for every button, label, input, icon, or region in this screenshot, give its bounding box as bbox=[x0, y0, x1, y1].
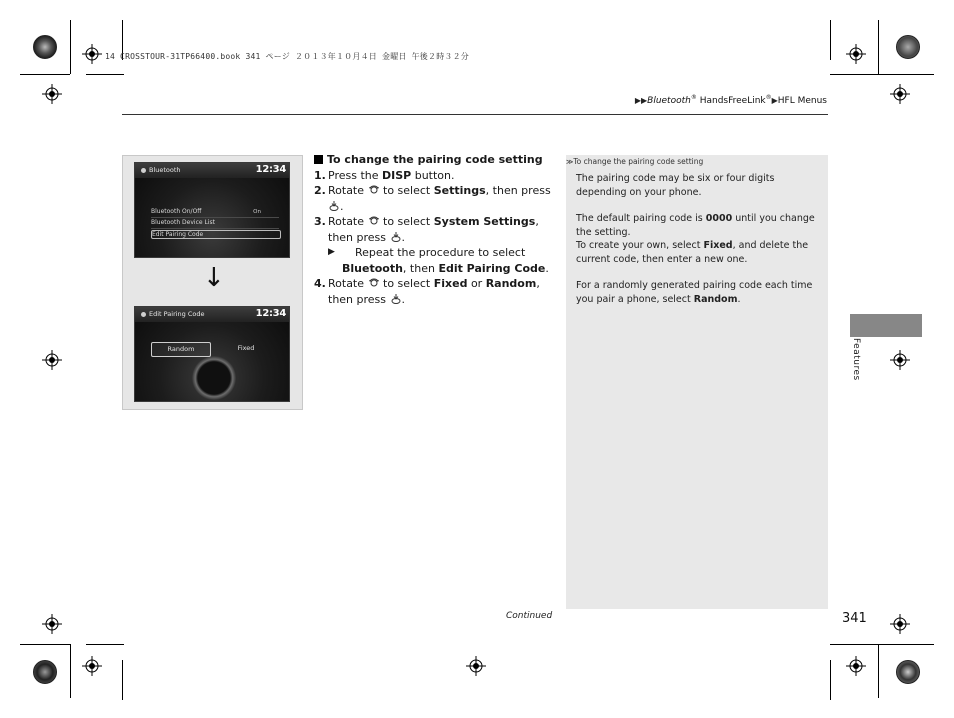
menu-divider bbox=[151, 217, 279, 218]
registration-mark-icon bbox=[42, 350, 62, 370]
step-text: to select bbox=[379, 184, 434, 197]
registration-mark-icon bbox=[82, 656, 102, 676]
note-marker-icon: ≫ bbox=[566, 158, 574, 166]
screen-body bbox=[135, 322, 289, 401]
registration-mark-icon bbox=[890, 614, 910, 634]
menu-item-label: Bluetooth Device List bbox=[151, 219, 215, 226]
registered-mark: ® bbox=[690, 94, 697, 101]
step-text: Rotate bbox=[328, 277, 368, 290]
steps-heading bbox=[314, 152, 554, 168]
pairing-code-screen bbox=[134, 306, 290, 402]
menu-item-device-list bbox=[151, 219, 279, 227]
step-text: Press the bbox=[328, 168, 382, 182]
step-1 bbox=[314, 168, 554, 184]
step-text: to select bbox=[379, 215, 434, 228]
step-text: . bbox=[545, 261, 549, 275]
rotate-knob-icon bbox=[368, 184, 380, 196]
breadcrumb-part1: Bluetooth bbox=[647, 96, 691, 106]
menu-divider bbox=[151, 228, 279, 229]
step-text: Repeat the procedure to select bbox=[355, 246, 526, 259]
press-knob-icon bbox=[390, 293, 402, 305]
step-number: 2. bbox=[314, 184, 326, 197]
screen-clock: 12:34 bbox=[255, 308, 286, 319]
step-3 bbox=[314, 214, 554, 276]
note-paragraph: The pairing code may be six or four digits depending on your phone. bbox=[576, 173, 775, 198]
step-emphasis: Random bbox=[485, 277, 537, 290]
side-note-heading-text: To change the pairing code setting bbox=[573, 157, 704, 166]
color-plate-icon bbox=[33, 660, 57, 684]
square-bullet-icon bbox=[314, 155, 323, 164]
note-text: The default pairing code is bbox=[576, 213, 706, 224]
note-emphasis: Random bbox=[693, 293, 738, 305]
note-text: . bbox=[737, 293, 741, 305]
step-emphasis: DISP bbox=[382, 168, 412, 182]
step-text: Rotate bbox=[328, 184, 368, 197]
side-note-heading bbox=[566, 157, 703, 166]
step-text: , bbox=[536, 277, 540, 290]
note-text: For a randomly generated pairing code each time you pair a phone, select bbox=[576, 280, 813, 305]
step-text: button. bbox=[411, 168, 455, 182]
step-text: . bbox=[340, 199, 344, 213]
menu-item-label: Edit Pairing Code bbox=[152, 231, 204, 238]
step-text: , then press bbox=[485, 184, 551, 197]
screen-title-bar bbox=[135, 307, 289, 322]
note-emphasis: 0000 bbox=[705, 213, 733, 224]
menu-item-label: Bluetooth On/Off bbox=[151, 208, 202, 215]
section-tab-text: Features bbox=[851, 338, 861, 381]
bluetooth-icon bbox=[141, 168, 146, 173]
breadcrumb-part3: HFL Menus bbox=[777, 96, 827, 106]
rotate-knob-icon bbox=[368, 277, 380, 289]
note-paragraph bbox=[576, 279, 822, 306]
note-emphasis: Fixed bbox=[703, 240, 733, 251]
header-rule bbox=[122, 114, 828, 115]
screen-clock: 12:34 bbox=[255, 164, 286, 175]
color-plate-icon bbox=[896, 660, 920, 684]
breadcrumb-part2: HandsFreeLink bbox=[696, 96, 766, 106]
menu-item-edit-pairing-code bbox=[151, 230, 281, 239]
screen-title: Edit Pairing Code bbox=[149, 310, 205, 318]
registration-mark-icon bbox=[42, 614, 62, 634]
step-emphasis: Edit Pairing Code bbox=[438, 261, 546, 275]
step-text: then press bbox=[328, 292, 390, 306]
press-knob-icon bbox=[390, 231, 402, 243]
step-text: . bbox=[401, 230, 406, 244]
press-knob-icon bbox=[328, 200, 340, 212]
step-number: 3. bbox=[314, 215, 326, 228]
page-number: 341 bbox=[842, 611, 867, 626]
registered-mark: ® bbox=[765, 94, 772, 101]
step-emphasis: Settings bbox=[433, 184, 486, 197]
bluetooth-screen bbox=[134, 162, 290, 258]
note-paragraph bbox=[576, 212, 822, 266]
continued-label: Continued bbox=[506, 611, 553, 621]
color-plate-icon bbox=[896, 35, 920, 59]
option-fixed: Fixed bbox=[237, 344, 255, 352]
breadcrumb-arrow-icon: ▶▶ bbox=[634, 96, 648, 105]
step-emphasis: System Settings bbox=[433, 215, 536, 228]
registration-mark-icon bbox=[846, 44, 866, 64]
registration-mark-icon bbox=[466, 656, 486, 676]
menu-item-value: On bbox=[253, 209, 261, 215]
step-emphasis: Bluetooth bbox=[342, 261, 403, 275]
step-emphasis: Fixed bbox=[433, 277, 468, 290]
file-header: 14 CROSSTOUR-31TP66400.book 341 ページ ２０１３年１０月４日 金曜日 午後２時３２分 bbox=[105, 52, 470, 61]
screen-title: Bluetooth bbox=[149, 166, 181, 174]
breadcrumb bbox=[635, 94, 827, 106]
step-3-substep bbox=[328, 245, 554, 276]
side-note-body bbox=[576, 172, 822, 319]
instruction-steps bbox=[314, 152, 554, 307]
breadcrumb-arrow-icon: ▶ bbox=[771, 96, 778, 105]
option-random: Random bbox=[151, 342, 211, 357]
step-text: . bbox=[401, 292, 406, 306]
step-number: 1. bbox=[314, 168, 326, 182]
substep-arrow-icon: ▶ bbox=[328, 247, 335, 257]
rotate-knob-icon bbox=[368, 215, 380, 227]
note-text: , and delete the current code, then enter a new one. bbox=[576, 240, 809, 265]
registration-mark-icon bbox=[846, 656, 866, 676]
menu-item-bluetooth-onoff bbox=[151, 208, 279, 216]
step-text: or bbox=[467, 277, 486, 290]
registration-mark-icon bbox=[82, 44, 102, 64]
screen-title-bar bbox=[135, 163, 289, 178]
note-text: To create your own, select bbox=[576, 240, 704, 251]
step-text: to select bbox=[379, 277, 434, 290]
registration-mark-icon bbox=[890, 84, 910, 104]
step-2 bbox=[314, 183, 554, 214]
step-4 bbox=[314, 276, 554, 307]
steps-heading-text: To change the pairing code setting bbox=[327, 153, 543, 166]
color-plate-icon bbox=[33, 35, 57, 59]
registration-mark-icon bbox=[42, 84, 62, 104]
down-arrow-icon: ↓ bbox=[203, 263, 225, 293]
step-text: Rotate bbox=[328, 215, 368, 228]
screen-body bbox=[135, 178, 289, 257]
step-text: , then press bbox=[328, 215, 539, 244]
knob-graphic bbox=[192, 356, 236, 400]
step-text: , then bbox=[402, 261, 439, 275]
step-number: 4. bbox=[314, 277, 326, 290]
bluetooth-icon bbox=[141, 312, 146, 317]
note-text: until you change the setting. bbox=[576, 213, 815, 238]
section-tab-label bbox=[845, 338, 865, 398]
registration-mark-icon bbox=[890, 350, 910, 370]
section-tab bbox=[850, 314, 922, 337]
